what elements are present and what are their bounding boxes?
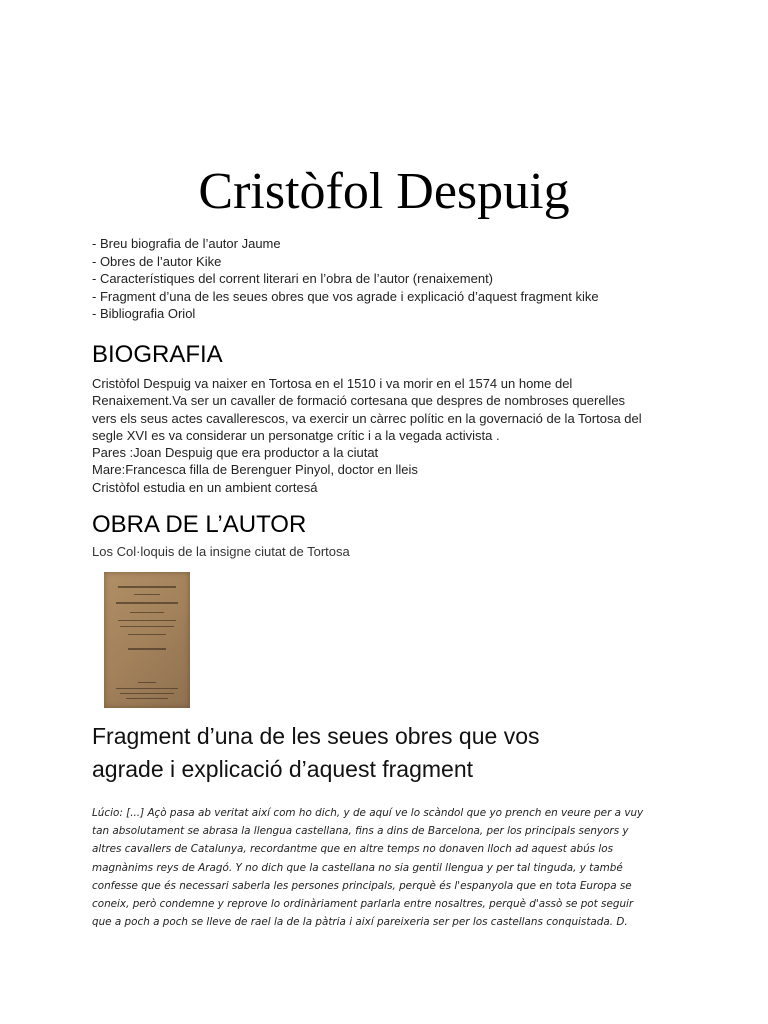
section-heading-biografia: BIOGRAFIA: [92, 341, 223, 368]
obra-subtitle: Los Col·loquis de la insigne ciutat de Tortosa: [92, 544, 350, 559]
biografia-line: segle XVI es va considerar un personatge crític i a la vegada activista .: [92, 427, 500, 443]
biografia-line: vers els seus actes cavallerescos, va exercir un càrrec polític en la governació de la Tortosa del: [92, 410, 642, 426]
task-list-item: - Breu biografia de l’autor Jaume: [92, 236, 281, 251]
task-list-item: - Bibliografia Oriol: [92, 306, 196, 321]
fragment-line: altres cavallers de Catalunya, recordantme que en altre temps no donaven lloch ad aquest abús los: [92, 843, 614, 856]
biografia-line: Cristòfol Despuig va naixer en Tortosa en el 1510 i va morir en el 1574 un home del: [92, 376, 573, 391]
biografia-paragraph: [92, 375, 682, 496]
fragment-quote: [92, 804, 682, 931]
page-title: Cristòfol Despuig: [198, 163, 570, 220]
fragment-line: Lúcio: [...] Açò pasa ab veritat així com ho dich, y de aquí ve lo scàndol que yo prench en veure per a vuy: [92, 807, 644, 819]
fragment-heading-line: Fragment d’una de les seues obres que vos: [92, 723, 540, 749]
biografia-line: Cristòfol estudia en un ambient cortesá: [92, 479, 318, 495]
biografia-line: Renaixement.Va ser un cavaller de formació cortesana que despres de nombroses querelles: [92, 393, 626, 409]
task-list-item: - Fragment d’una de les seues obres que vos agrade i explicació d’aquest fragment kike: [92, 288, 599, 304]
section-heading-obra: OBRA DE L’AUTOR: [92, 511, 307, 538]
biografia-line: Pares :Joan Despuig que era productor a la ciutat: [92, 445, 379, 461]
fragment-line: que a poch a poch se lleve de rael la de la pàtria i així pareixeria ser per los castellans conquistada. D.: [92, 916, 628, 929]
fragment-heading-line: agrade i explicació d’aquest fragment: [92, 756, 474, 782]
task-list-item: - Obres de l’autor Kike: [92, 253, 222, 269]
fragment-line: confesse que és necessari saberla les persones principals, perquè és l'espanyola que en tota Europa se: [92, 879, 632, 892]
fragment-line: tan absolutament se abrasa la llengua castellana, fins a dins de Barcelona, per los principals senyors y: [92, 825, 629, 838]
fragment-line: coneix, però condemne y reprove lo ordinàriament parlarla entre nosaltres, perquè d'assò se pot seguir: [92, 898, 634, 911]
section-heading-fragment: [92, 720, 692, 786]
task-list-item: - Característiques del corrent literari en l’obra de l’autor (renaixement): [92, 271, 494, 286]
task-list: [92, 235, 599, 323]
book-cover-image: [104, 572, 190, 708]
biografia-line: Mare:Francesca filla de Berenguer Pinyol, doctor en lleis: [92, 462, 418, 478]
fragment-line: magnànims reys de Aragó. Y no dich que la castellana no sia gentil llengua y per tal tinguda, y també: [92, 861, 623, 874]
